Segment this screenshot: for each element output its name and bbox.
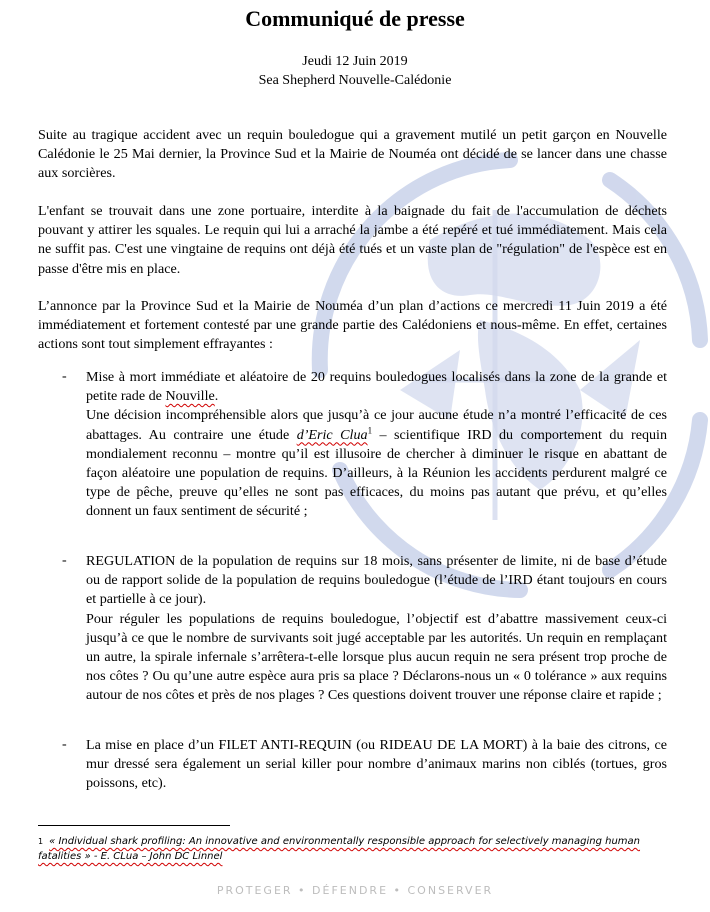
footnote-marker: 1 <box>367 424 373 435</box>
bullet-3-text: La mise en place d’un FILET ANTI-REQUIN (ou RIDEAU DE LA MORT) à la baie des citrons, ce mur dressé sera également un serial killer pour nombre d’animaux marins non ciblés (tortues, gros poissons, etc). <box>86 737 667 792</box>
study-reference: d’Eric Clua <box>296 426 368 443</box>
footnote-separator <box>38 825 230 826</box>
bullet-dash: - <box>62 737 67 752</box>
list-item <box>86 552 667 706</box>
bullet-dash: - <box>62 553 67 568</box>
bullet-2-heading: REGULATION de la population de requins sur 18 mois, sans présenter de limite, ni de base d’étude ou de rapport solide de la population de requins bouledogue (l’étude de l’IRD étant toujours en cours et partielle à ce jour). <box>86 553 667 608</box>
bullet-2-detail: Pour réguler les populations de requins bouledogue, l’objectif est d’abattre massivement ceux-ci jusqu’à ce que le nombre de survivants soit jugé acceptable par les autorités. Un requin en remplaçant un autre, la spirale infernale s’arrêtera-t-elle lorsque plus aucun requin ne sera présent trop proche de nos côtes ? Ou qu’une autre espèce aura pris sa place ? Déclarons-nous un « 0 tolérance » aux requins autour de nos côtes et près de nos plages ? Ces questions doivent trouver une réponse claire et rapide ; <box>86 610 667 704</box>
bullet-1-detail-start: Une décision incompréhensible alors que jusqu’à ce jour aucune étude n’a montré l’efficacité de ces abattages. Au contraire une étude <box>86 407 667 443</box>
footer-motto: PROTEGER • DÉFENDRE • CONSERVER <box>216 884 494 897</box>
footnote-number: 1 <box>38 837 44 846</box>
bullet-1-heading <box>86 368 667 406</box>
footnote <box>38 834 678 864</box>
list-item <box>86 368 667 522</box>
paragraph-announcement: L’annonce par la Province Sud et la Mairie de Nouméa d’un plan d’actions ce mercredi 11 Juin 2019 a été immédiatement et fortement contesté par une grande partie des Calédoniens et nous-même. En effet, certaines actions sont tout simplement effrayantes : <box>38 298 667 353</box>
paragraph-intro: Suite au tragique accident avec un requin bouledogue qui a gravement mutilé un petit garçon en Nouvelle Calédonie le 25 Mai dernier, la Province Sud et la Mairie de Nouméa ont décidé de se lancer dans une chasse aux sorcières. <box>38 127 667 182</box>
bullet-1-text: Mise à mort immédiate et aléatoire de 20 requins bouledogues localisés dans la zone de la grande et petite rade de <box>86 369 667 405</box>
paragraph-context: L'enfant se trouvait dans une zone portuaire, interdite à la baignade du fait de l'accumulation de déchets pouvant y attirer les squales. Le requin qui lui a arraché la jambe a été repéré et tué immédiatement. Mais cela ne suffit pas. C'est une vingtaine de requins ont déjà été tués et un vaste plan de "régulation" de l'espèce est en passe d'être mis en place. <box>38 203 667 277</box>
bullet-1-detail-end: – scientifique IRD du comportement du requin mondialement reconnu – montre qu’il est illusoire de chercher à diminuer le risque en abattant de façon aléatoire une population de requins. D’ailleurs, à la Réunion les accidents perdurent malgré ce type de pêche, preuve qu’elles ne sont pas efficaces, du moins pas autant que prévu, et qu’elles donnent un faux sentiment de sécurité ; <box>86 426 668 520</box>
bullet-1-detail <box>86 406 667 521</box>
place-name: Nouville <box>165 388 215 405</box>
page-title: Communiqué de presse <box>245 6 465 31</box>
bullet-1-period: . <box>214 388 219 405</box>
list-item <box>86 736 667 794</box>
bullet-dash: - <box>62 369 67 384</box>
footnote-text: « Individual shark profiling: An innovative and environmentally responsible approach for selectively managing human fatalities » - E. CLua – John DC Linnel <box>38 836 641 862</box>
organization-line: Sea Shepherd Nouvelle-Calédonie <box>258 73 452 88</box>
date-line: Jeudi 12 Juin 2019 <box>302 54 408 69</box>
